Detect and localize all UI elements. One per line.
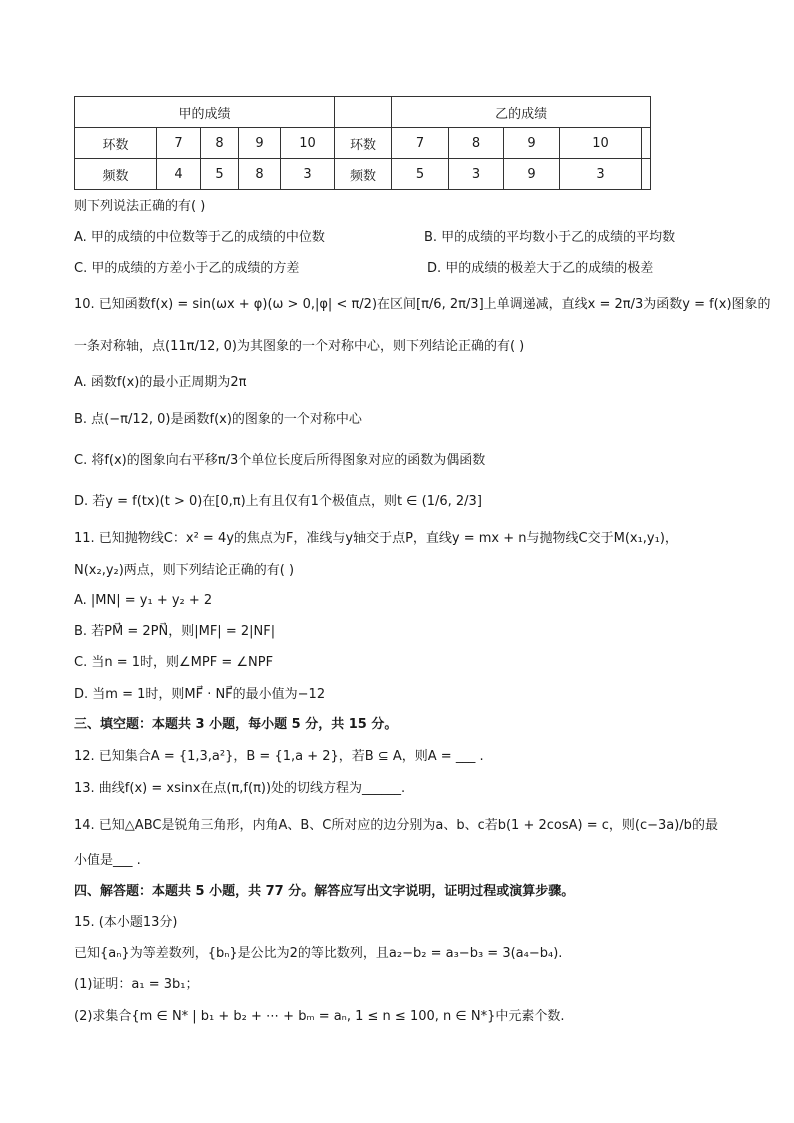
q10-option-a: A. 函数f(x)的最小正周期为2π: [74, 375, 247, 390]
header-gap: [335, 97, 392, 128]
cell: 7: [392, 128, 449, 159]
header-jia: 甲的成绩: [75, 97, 335, 128]
q11-option-a: A. |MN| = y₁ + y₂ + 2: [74, 593, 213, 608]
cell: 5: [201, 159, 239, 190]
q15-part1: (1)证明：a₁ = 3b₁；: [74, 977, 199, 992]
q14-line1: 14. 已知△ABC是锐角三角形，内角A、B、C所对应的边分别为a、b、c若b(1 + 2cosA) = c，则(c−3a)/b的最: [74, 818, 718, 833]
label-ring-yi: 环数: [335, 128, 392, 159]
q9-options-row2: [74, 260, 654, 278]
q15-part2: (2)求集合{m ∈ N* | b₁ + b₂ + ⋯ + bₘ = aₙ, 1 ≤ n ≤ 100, n ∈ N*}中元素个数.: [74, 1009, 565, 1024]
q10-option-b: B. 点(−π/12, 0)是函数f(x)的图象的一个对称中心: [74, 412, 362, 427]
table-row-rings: [75, 128, 651, 159]
cell: 3: [281, 159, 335, 190]
cell: 9: [504, 159, 560, 190]
q11-option-d: D. 当m = 1时，则MF⃗ · NF⃗的最小值为−12: [74, 687, 326, 702]
cell: 9: [504, 128, 560, 159]
q11-option-c: C. 当n = 1时，则∠MPF = ∠NPF: [74, 655, 274, 670]
q10-line1: 10. 已知函数f(x) = sin(ωx + φ)(ω > 0,|φ| < π/2)在区间[π/6, 2π/3]上单调递减，直线x = 2π/3为函数y = f(x)图象的: [74, 297, 771, 312]
q9-stem: 则下列说法正确的有( ): [74, 199, 206, 214]
q10-option-c: C. 将f(x)的图象向右平移π/3个单位长度后所得图象对应的函数为偶函数: [74, 453, 486, 468]
table-header-row: [75, 97, 651, 128]
q9-option-a: A. 甲的成绩的中位数等于乙的成绩的中位数: [74, 230, 325, 245]
q14-line2: 小值是___ .: [74, 853, 141, 868]
q9-options-row1: [74, 229, 676, 247]
cell: 7: [157, 128, 201, 159]
cell: 10: [560, 128, 642, 159]
cell: 3: [449, 159, 504, 190]
table-row-freqs: [75, 159, 651, 190]
q15-title: 15. (本小题13分): [74, 915, 178, 930]
label-freq-jia: 频数: [75, 159, 157, 190]
label-ring-jia: 环数: [75, 128, 157, 159]
q13: 13. 曲线f(x) = xsinx在点(π,f(π))处的切线方程为______.: [74, 781, 406, 796]
cell: 9: [239, 128, 281, 159]
cell: 8: [449, 128, 504, 159]
score-table: [74, 96, 651, 190]
q12: 12. 已知集合A = {1,3,a²}，B = {1,a + 2}，若B ⊆ A，则A = ___ .: [74, 749, 484, 764]
section-3-heading: 三、填空题：本题共 3 小题，每小题 5 分，共 15 分。: [74, 717, 398, 732]
cell: 8: [201, 128, 239, 159]
cell-empty: [642, 159, 651, 190]
q10-line2: 一条对称轴，点(11π/12, 0)为其图象的一个对称中心，则下列结论正确的有( ): [74, 339, 525, 354]
label-freq-yi: 频数: [335, 159, 392, 190]
cell: 5: [392, 159, 449, 190]
q9-option-b: B. 甲的成绩的平均数小于乙的成绩的平均数: [424, 230, 676, 245]
q9-option-d: D. 甲的成绩的极差大于乙的成绩的极差: [427, 261, 654, 276]
q11-line1: 11. 已知抛物线C：x² = 4y的焦点为F，准线与y轴交于点P，直线y = mx + n与抛物线C交于M(x₁,y₁)，: [74, 531, 678, 546]
q11-line2: N(x₂,y₂)两点，则下列结论正确的有( ): [74, 563, 295, 578]
q9-option-c: C. 甲的成绩的方差小于乙的成绩的方差: [74, 261, 300, 276]
cell-empty: [642, 128, 651, 159]
cell: 4: [157, 159, 201, 190]
q15-stem: 已知{aₙ}为等差数列，{bₙ}是公比为2的等比数列，且a₂−b₂ = a₃−b₃ = 3(a₄−b₄).: [74, 946, 563, 961]
header-yi: 乙的成绩: [392, 97, 651, 128]
section-4-heading: 四、解答题：本题共 5 小题，共 77 分。解答应写出文字说明，证明过程或演算步骤。: [74, 884, 575, 899]
cell: 8: [239, 159, 281, 190]
q10-option-d: D. 若y = f(tx)(t > 0)在[0,π)上有且仅有1个极值点，则t ∈ (1/6, 2/3]: [74, 494, 482, 509]
q11-option-b: B. 若PM⃗ = 2PN⃗，则|MF| = 2|NF|: [74, 624, 276, 639]
cell: 10: [281, 128, 335, 159]
cell: 3: [560, 159, 642, 190]
